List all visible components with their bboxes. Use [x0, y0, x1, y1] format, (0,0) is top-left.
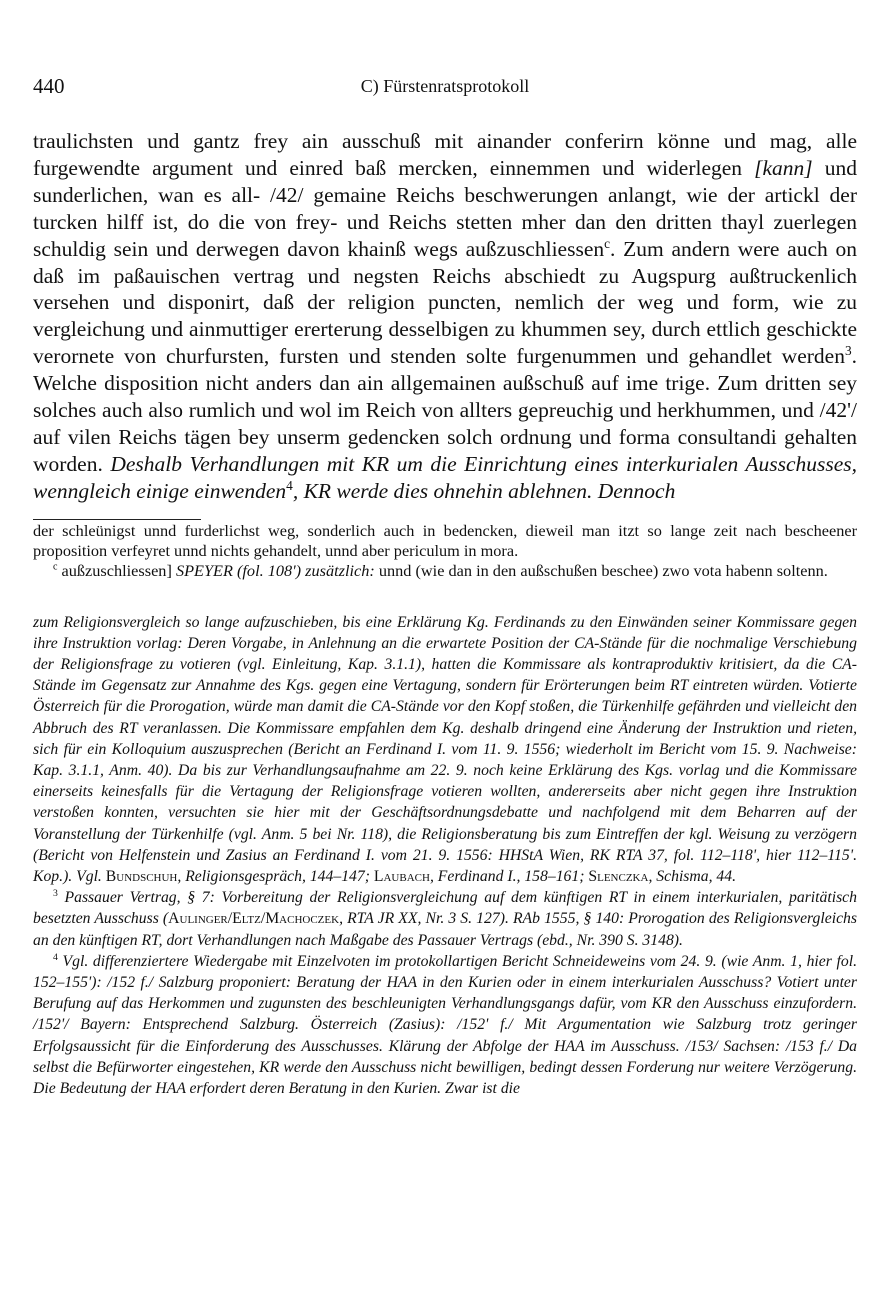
- author-name: Laubach: [373, 868, 430, 886]
- author-name: Aulinger/Eltz/Machoczek: [168, 910, 340, 928]
- main-text: [33, 128, 857, 505]
- textnote-lemma: außzuschliessen]: [57, 561, 172, 581]
- main-text-part: . Welche disposition nicht anders dan ain allgemainen außschuß auf ime trige. Zum dritten sey solches auch also rumlich und wol im Reich von allters gepreuchig und herkhummen, und /42'/ auf vilen Reichs tägen bey unserm gedencken solch ordnung und forma consultandi gehalten worden.: [33, 344, 857, 476]
- footnote-text: Passauer Vertrag, § 7: Vorbereitung der Religionsvergleichung auf dem künftigen RT in einem interkurialen, paritätisch besetzten Ausschuss (: [33, 889, 857, 928]
- footnote-marker-4: 4: [286, 477, 293, 493]
- commentary-notes: [33, 612, 857, 1100]
- main-text-part: traulichsten und gantz frey ain ausschuß mit ainander conferirn könne und mag, alle furgewendte argument und einred baß mercken, einnemmen und widerlegen: [33, 129, 857, 180]
- main-text-part: . Zum andern were auch on daß im paßauischen vertrag und negsten Reichs abschiedt zu Augspurg außtruckenlich versehen und disponirt, daß der religion puncten, nemlich der weg und form, wie zu vergleichung und ainmuttiger ererterung desselbigen zu khummen sey, durch ettlich geschickte verornete von churfursten, fursten und stenden solte furgenummen und gehandlet werden: [33, 236, 857, 369]
- textual-notes: [33, 521, 857, 582]
- textnote-continuation: der schleünigst unnd furderlichst weg, sonderlich auch in bedencken, dieweil man itzt so lange zeit nach bescheener proposition verfeyret unnd nichts gehandelt, unnd aber periculum in mora.: [33, 520, 857, 560]
- footnote-4: [33, 951, 857, 1099]
- author-name: Slenczka: [588, 868, 649, 886]
- textnote-marker-c: c: [604, 235, 611, 251]
- footnote-3: [33, 887, 857, 951]
- commentary-text: , Schisma, 44.: [648, 868, 737, 886]
- textnote-letter: c: [53, 561, 58, 573]
- commentary-text: , Religionsgespräch, 144–147;: [177, 868, 374, 886]
- editorial-summary: Deshalb Verhandlungen mit KR um die Einrichtung eines interkurialen Ausschusses, wenngleich einige einwenden: [33, 451, 858, 503]
- page-header: [33, 74, 857, 102]
- author-name: Bundschuh: [105, 868, 178, 886]
- document-page: [33, 74, 857, 1099]
- footnote-marker-3: 3: [844, 343, 852, 359]
- page-number: 440: [33, 74, 65, 98]
- editorial-summary: , KR werde dies ohnehin ablehnen. Dennoch: [292, 478, 676, 503]
- textnote-variant: unnd (wie dan in den außschußen beschee) zwo vota habenn soltenn.: [374, 561, 828, 581]
- main-text-part: und sunderlichen, wan es all- /42/ gemaine Reichs beschwerungen anlangt, wie der artickl der turcken hilff ist, do die von frey- und Reichs stetten mher dan den dritten thayl zuerlegen schuldig sein und derwegen davon khainß wegs außzuschliessen: [33, 155, 857, 261]
- footnote-divider: [33, 519, 201, 520]
- textnote-source: SPEYER (fol. 108') zusätzlich:: [171, 561, 375, 581]
- footnote-number: 4: [53, 951, 58, 963]
- footnote-text: , RTA JR XX, Nr. 3 S. 127). RAb 1555, § 140: Prorogation des Religionsvergleichs an den künftigen RT, dort Verhandlungen nach Maßgabe des Passauer Vertrags (ebd., Nr. 390 S. 3148).: [33, 910, 857, 949]
- commentary-text: zum Religionsvergleich so lange aufzuschieben, bis eine Erklärung Kg. Ferdinands zu den Einwänden seiner Kommissare gegen ihre Instruktion vorlag: Deren Vorgabe, in Anlehnung an die erwartete Position der CA-Stände für die nochmalige Verschiebung der Religionsfrage zu votieren (vgl. Einleitung, Kap. 3.1.1), hatten die Kommissare als kontraproduktiv kritisiert, da die CA-Stände im Gegensatz zur Annahme des Kgs. gegen eine Vertagung, sondern für Erörterungen beim RT eintreten würden. Votierte Österreich für die Prorogation, würde man damit die CA-Stände vor den Kopf stoßen, die Türkenhilfe gefährden und vielleicht den Abbruch des RT veranlassen. Die Kommissare empfahlen dem Kg. deshalb dringend eine Änderung der Instruktion und rieten, sich für ein Kolloquium auszusprechen (Bericht an Ferdinand I. vom 11. 9. 1556; wiederholt im Bericht vom 15. 9. Nachweise: Kap. 3.1.1, Anm. 40). Da bis zur Verhandlungsaufnahme am 22. 9. noch keine Erklärung des Kgs. vorlag und die Kommissare einerseits keinesfalls für die Vertagung der Religionsfrage votieren wollten, andererseits aber nicht gegen ihre Instruktion verstoßen konnten, versuchten sie hier mit der Geschäftsordnungsdebatte und nachfolgend mit dem Beharren auf der Voranstellung der Türkenhilfe (vgl. Anm. 5 bei Nr. 118), die Religionsberatung bis zum Eintreffen der kgl. Weisung zu verzögern (Bericht von Helfenstein und Zasius an Ferdinand I. vom 21. 9. 1556: HHStA Wien, RK RTA 37, fol. 112–118', hier 112–115'. Kop.). Vgl.: [33, 613, 857, 886]
- textnote-c: [33, 561, 857, 581]
- footnote-number: 3: [53, 887, 58, 899]
- main-paragraph: [33, 128, 857, 505]
- running-title: C) Fürstenratsprotokoll: [360, 76, 530, 96]
- commentary-continuation: [33, 612, 857, 888]
- commentary-text: , Ferdinand I., 158–161;: [429, 868, 589, 886]
- footnote-text: Vgl. differenziertere Wiedergabe mit Einzelvoten im protokollartigen Bericht Schneideweins vom 24. 9. (wie Anm. 1, hier fol. 152–155'): /152 f./ Salzburg proponiert: Beratung der HAA in den Kurien oder in einem interkurialen Ausschuss? Votiert unter Berufung auf das Herkommen und zugunsten des beschleunigten Verhandlungsgangs dafür, vom KR den Ausschuss einzufordern. /152'/ Bayern: Entsprechend Salzburg. Österreich (Zasius): /152' f./ Mit Argumentation wie Salzburg trotz geringer Erfolgsaussicht für die Einforderung des Ausschusses. Klärung der Abfolge der HAA im Ausschuss. /153/ Sachsen: /153 f./ Da selbst die Befürworter eingestehen, KR werde den Ausschuss nicht bewilligen, bedingt dessen Forderung nur weitere Verzögerung. Die Bedeutung der HAA erfordert deren Beratung in den Kurien. Zwar ist die: [33, 952, 857, 1098]
- editorial-insertion: [kann]: [754, 155, 813, 180]
